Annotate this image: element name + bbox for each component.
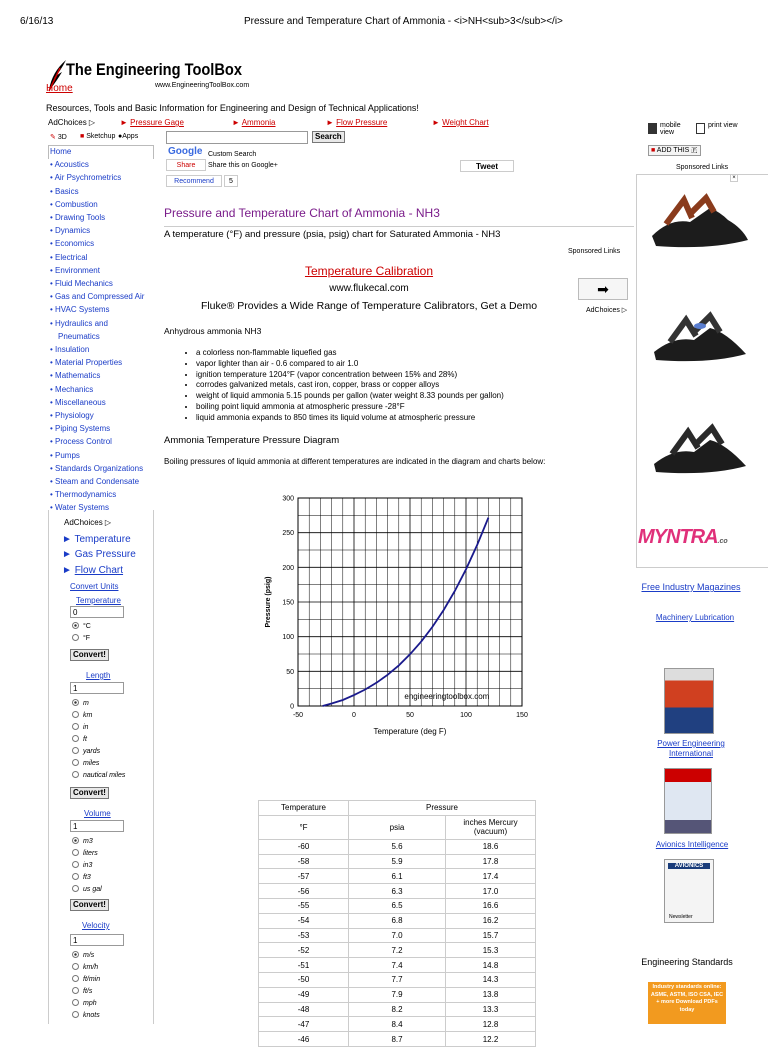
table-cell: 15.3 (446, 943, 536, 958)
length-input[interactable]: 1 (70, 682, 124, 694)
share-button[interactable]: Share (166, 159, 206, 171)
sandal-image-2[interactable] (650, 302, 750, 366)
y-axis-label: Pressure (psig) (265, 576, 272, 628)
nav-frame (48, 145, 154, 159)
fact-item: • ignition temperature 1204°F (vapor concentration between 15% and 28%) (196, 370, 584, 381)
radio-nautical-miles[interactable]: nautical miles (72, 770, 125, 782)
right-sponsored-label: Sponsored Links (676, 164, 729, 171)
table-row (259, 898, 536, 913)
table-row (259, 869, 536, 884)
table-row (259, 854, 536, 869)
standards-title: Engineering Standards (641, 957, 733, 967)
y-tick-label: 50 (286, 668, 294, 676)
link-power-engineering-international[interactable]: Power Engineering International (657, 739, 725, 758)
table-cell: 5.6 (349, 839, 446, 854)
table-cell: 7.7 (349, 972, 446, 987)
table-cell: -53 (259, 928, 349, 943)
home-link[interactable]: Home (46, 83, 73, 94)
table-row (259, 1017, 536, 1032)
x-axis-label: Temperature (deg F) (373, 727, 447, 736)
nav-item[interactable]: • Hydraulics and (50, 318, 108, 328)
magazine-cover-avionics[interactable] (664, 768, 712, 834)
topnav-link-pressure-gage[interactable]: ► Pressure Gage (120, 118, 184, 127)
table-cell: -60 (259, 839, 349, 854)
sponsored-links-label: Sponsored Links (568, 248, 621, 255)
recommend-count: 5 (224, 175, 238, 187)
link-avionics-intelligence[interactable]: Avionics Intelligence (655, 840, 729, 849)
radio-m[interactable]: m (72, 698, 125, 710)
nav-item[interactable]: • Environment (50, 265, 100, 275)
nav-item[interactable]: • Electrical (50, 252, 88, 262)
table-cell: -49 (259, 987, 349, 1002)
table-cell: 7.0 (349, 928, 446, 943)
velocity-input[interactable]: 1 (70, 934, 124, 946)
velocity-label: Velocity (82, 921, 110, 930)
table-cell: -50 (259, 972, 349, 987)
x-tick-label: 50 (406, 712, 414, 719)
temperature-label: Temperature (76, 596, 121, 605)
header-unit-f: °F (259, 815, 349, 839)
fact-item: • weight of liquid ammonia 5.15 pounds per gallon (water weight 8.33 pounds per gallon) (196, 391, 584, 402)
radio-ft3[interactable]: ft3 (72, 872, 102, 884)
print-date: 6/16/13 (20, 16, 54, 27)
mobile-icon (648, 123, 657, 134)
table-cell: 12.8 (446, 1017, 536, 1032)
nav-item[interactable]: • Steam and Condensate (50, 477, 140, 487)
radio-km-h[interactable]: km/h (72, 962, 100, 974)
tool-apps[interactable]: ●Apps (118, 133, 139, 140)
radio-us-gal[interactable]: us gal (72, 884, 102, 896)
table-row (259, 839, 536, 854)
y-tick-label: 100 (282, 634, 294, 642)
fact-item: • vapor lighter than air - 0.6 compared to air 1.0 (196, 359, 584, 370)
ad-title-link[interactable]: Temperature Calibration (304, 264, 434, 278)
adchoices-label[interactable]: AdChoices ▷ (48, 118, 96, 127)
radio-fahrenheit[interactable]: °F (72, 633, 90, 645)
page-title: Pressure and Temperature Chart of Ammonia - NH3 (164, 206, 440, 220)
convert-volume-button[interactable]: Convert! (70, 899, 109, 911)
custom-search-label: Custom Search (208, 151, 257, 158)
table-cell: -55 (259, 898, 349, 913)
ammonia-facts-list (164, 348, 584, 424)
table-cell: 8.2 (349, 1002, 446, 1017)
radio-in[interactable]: in (72, 722, 125, 734)
table-cell: 7.2 (349, 943, 446, 958)
tweet-button[interactable]: Tweet (460, 160, 514, 172)
left-ad-gas-pressure[interactable]: ► Gas Pressure (62, 549, 136, 560)
chart-ticks (282, 496, 528, 720)
table-cell: 17.8 (446, 854, 536, 869)
radio-ft-min[interactable]: ft/min (72, 974, 100, 986)
radio-miles[interactable]: miles (72, 758, 125, 770)
header-pressure: Pressure (349, 801, 536, 816)
temperature-input[interactable]: 0 (70, 606, 124, 618)
table-cell: -47 (259, 1017, 349, 1032)
y-tick-label: 200 (282, 564, 294, 572)
radio-yards[interactable]: yards (72, 746, 125, 758)
convert-length-button[interactable]: Convert! (70, 787, 109, 799)
newsletter-label: Newsletter (669, 914, 693, 920)
print-icon (696, 123, 705, 134)
table-cell: 5.9 (349, 854, 446, 869)
table-row (259, 928, 536, 943)
fact-item: • a colorless non-flammable liquefied gas (196, 348, 584, 359)
table-cell: 6.8 (349, 913, 446, 928)
ad-url[interactable]: www.flukecal.com (329, 283, 409, 294)
table-cell: 14.3 (446, 972, 536, 987)
table-body (259, 839, 536, 1046)
avionics-logo: AVIONICS (668, 863, 710, 869)
close-icon[interactable]: × (730, 174, 738, 182)
left-sidebar-frame (48, 510, 154, 1024)
nav-item[interactable]: • Process Control (50, 437, 112, 447)
nav-item[interactable]: • Economics (50, 239, 95, 249)
table-cell: 18.6 (446, 839, 536, 854)
topnav-link-flow-pressure[interactable]: ► Flow Pressure (326, 118, 388, 127)
page-intro: A temperature (°F) and pressure (psia, psig) chart for Saturated Ammonia - NH3 (164, 229, 501, 240)
header-temperature: Temperature (259, 801, 349, 816)
convert-temperature-button[interactable]: Convert! (70, 649, 109, 661)
table-cell: 7.4 (349, 958, 446, 973)
left-adchoices[interactable]: AdChoices ▷ (64, 518, 112, 527)
table-cell: 17.4 (446, 869, 536, 884)
nav-item[interactable]: • Basics (50, 186, 79, 196)
nav-item[interactable]: • Drawing Tools (50, 213, 106, 223)
nav-item[interactable]: Pneumatics (58, 331, 100, 341)
radio-m3[interactable]: m3 (72, 836, 102, 848)
x-tick-label: 0 (352, 712, 356, 719)
fact-item: • liquid ammonia expands to 850 times its liquid volume at atmospheric pressure (196, 413, 584, 424)
link-free-industry-magazines[interactable]: Free Industry Magazines (641, 582, 741, 592)
y-tick-label: 300 (282, 495, 294, 503)
google-logo: Google (168, 146, 203, 157)
sandal-image-1[interactable] (650, 188, 750, 252)
pressure-table (258, 800, 536, 1047)
search-button[interactable]: Search (312, 131, 345, 143)
diagram-heading: Ammonia Temperature Pressure Diagram (164, 435, 340, 446)
site-logo[interactable]: The Engineering ToolBox (66, 60, 242, 79)
chart-grid (298, 498, 522, 706)
myntra-logo[interactable]: MYNTRA.co (638, 526, 728, 548)
header-psia: psia (349, 815, 446, 839)
standards-ad[interactable]: Industry standards online: ASME, ASTM, ISO CSA, IEC + more Download PDFs today (648, 982, 726, 1024)
addthis-button[interactable]: ■ ADD THIS 🇫 (648, 145, 701, 156)
nav-item[interactable]: • Thermodynamics (50, 490, 117, 500)
print-title: Pressure and Temperature Chart of Ammonia - <i>NH<sub>3</sub></i> (244, 16, 563, 27)
table-cell: 15.7 (446, 928, 536, 943)
radio-in3[interactable]: in3 (72, 860, 102, 872)
series-line (323, 518, 489, 706)
sandal-image-3[interactable] (650, 420, 750, 478)
table-cell: 12.2 (446, 1032, 536, 1047)
header-vacuum: inches Mercury (vacuum) (446, 815, 536, 839)
arrow-right-icon: ➡ (597, 281, 609, 297)
link-machinery-lubrication[interactable]: Machinery Lubrication (655, 613, 735, 622)
table-cell: 13.8 (446, 987, 536, 1002)
ad-choices-label[interactable]: AdChoices ▷ (586, 307, 628, 314)
table-row (259, 987, 536, 1002)
nav-item[interactable]: • Physiology (50, 411, 94, 421)
anhydrous-label: Anhydrous ammonia NH3 (164, 326, 262, 336)
table-cell: 13.3 (446, 1002, 536, 1017)
mobile-view-link[interactable]: mobile view (660, 122, 681, 136)
table-cell: 8.7 (349, 1032, 446, 1047)
site-url: www.EngineeringToolBox.com (155, 82, 250, 89)
table-cell: -51 (259, 958, 349, 973)
nav-item[interactable]: • Fluid Mechanics (50, 279, 113, 289)
tool-sketchup[interactable]: ■ Sketchup (80, 133, 116, 140)
table-row (259, 884, 536, 899)
nav-item[interactable]: • Miscellaneous (50, 397, 106, 407)
x-tick-label: 150 (516, 712, 528, 719)
table-cell: -48 (259, 1002, 349, 1017)
table-cell: -56 (259, 884, 349, 899)
table-row (259, 1032, 536, 1047)
table-cell: -46 (259, 1032, 349, 1047)
radio-ft[interactable]: ft (72, 734, 125, 746)
table-cell: 14.8 (446, 958, 536, 973)
nav-item[interactable]: • Gas and Compressed Air (50, 292, 145, 302)
tool-3d[interactable]: ✎ 3D (50, 134, 67, 141)
radio-m-s[interactable]: m/s (72, 950, 100, 962)
nav-item[interactable]: • Insulation (50, 345, 90, 355)
table-row (259, 958, 536, 973)
ad-text: Fluke® Provides a Wide Range of Temperature Calibrators, Get a Demo (200, 300, 538, 312)
table-row (259, 972, 536, 987)
topnav-link-ammonia[interactable]: ► Ammonia (232, 118, 276, 127)
table-cell: 6.1 (349, 869, 446, 884)
table-subheader-row (259, 815, 536, 839)
nav-item[interactable]: • Standards Organizations (50, 463, 144, 473)
y-tick-label: 250 (282, 530, 294, 538)
nav-item[interactable]: • Acoustics (50, 160, 89, 170)
table-row (259, 943, 536, 958)
diagram-text: Boiling pressures of liquid ammonia at different temperatures are indicated in the diagram and charts below: (164, 457, 546, 466)
volume-input[interactable]: 1 (70, 820, 124, 832)
table-cell: -52 (259, 943, 349, 958)
length-label: Length (86, 671, 111, 680)
table-header-row (259, 801, 536, 816)
share-text: Share this on Google+ (208, 162, 278, 169)
table-cell: 16.2 (446, 913, 536, 928)
table-row (259, 913, 536, 928)
ammonia-pressure-chart (256, 486, 546, 744)
radio-ft-s[interactable]: ft/s (72, 986, 100, 998)
table-row (259, 1002, 536, 1017)
nav-item[interactable]: • Water Systems (50, 503, 109, 513)
table-cell: -54 (259, 913, 349, 928)
magazine-cover-power-engineering[interactable] (664, 668, 714, 734)
nav-item[interactable]: • Air Psychrometrics (50, 173, 122, 183)
ad-arrow-button[interactable] (578, 278, 628, 300)
avionics-newsletter-card[interactable] (664, 859, 714, 923)
y-tick-label: 150 (282, 599, 294, 607)
left-nav (50, 145, 144, 515)
fact-item: • boiling point liquid ammonia at atmospheric pressure -28°F (196, 402, 584, 413)
nav-item[interactable]: • Material Properties (50, 358, 123, 368)
table-cell: 6.3 (349, 884, 446, 899)
nav-item[interactable]: • Pumps (50, 450, 80, 460)
x-tick-label: 100 (460, 712, 472, 719)
x-tick-label: -50 (292, 712, 304, 719)
search-input[interactable] (166, 131, 308, 144)
left-ad-temperature[interactable]: ► Temperature (62, 534, 131, 545)
title-divider (164, 226, 634, 227)
site-tagline: Resources, Tools and Basic Information for Engineering and Design of Technical Applications! (46, 103, 419, 113)
nav-item[interactable]: • Mathematics (50, 371, 101, 381)
fact-item: • corrodes galvanized metals, cast iron, copper, brass or copper alloys (196, 380, 584, 391)
table-cell: 17.0 (446, 884, 536, 899)
recommend-button[interactable]: Recommend (166, 175, 222, 187)
table-cell: 16.6 (446, 898, 536, 913)
left-ad-flow-chart[interactable]: ► Flow Chart (62, 565, 124, 576)
nav-item[interactable]: • HVAC Systems (50, 305, 110, 315)
radio-liters[interactable]: liters (72, 848, 102, 860)
table-cell: 7.9 (349, 987, 446, 1002)
volume-label: Volume (84, 809, 111, 818)
nav-item[interactable]: • Mechanics (50, 384, 94, 394)
radio-km[interactable]: km (72, 710, 125, 722)
radio-celsius[interactable]: °C (72, 621, 91, 633)
nav-item[interactable]: • Dynamics (50, 226, 91, 236)
nav-item[interactable]: • Combustion (50, 199, 98, 209)
table-cell: 6.5 (349, 898, 446, 913)
convert-units-title[interactable]: Convert Units (70, 582, 119, 591)
table-cell: -57 (259, 869, 349, 884)
nav-item[interactable]: Home (50, 147, 72, 156)
table-cell: 8.4 (349, 1017, 446, 1032)
radio-knots[interactable]: knots (72, 1010, 100, 1022)
radio-mph[interactable]: mph (72, 998, 100, 1010)
nav-item[interactable]: • Piping Systems (50, 424, 111, 434)
topnav-link-weight-chart[interactable]: ► Weight Chart (432, 118, 489, 127)
table-cell: -58 (259, 854, 349, 869)
print-view-link[interactable]: print view (708, 122, 738, 129)
chart-watermark: engineeringtoolbox.com (404, 692, 490, 702)
y-tick-label: 0 (290, 703, 294, 711)
